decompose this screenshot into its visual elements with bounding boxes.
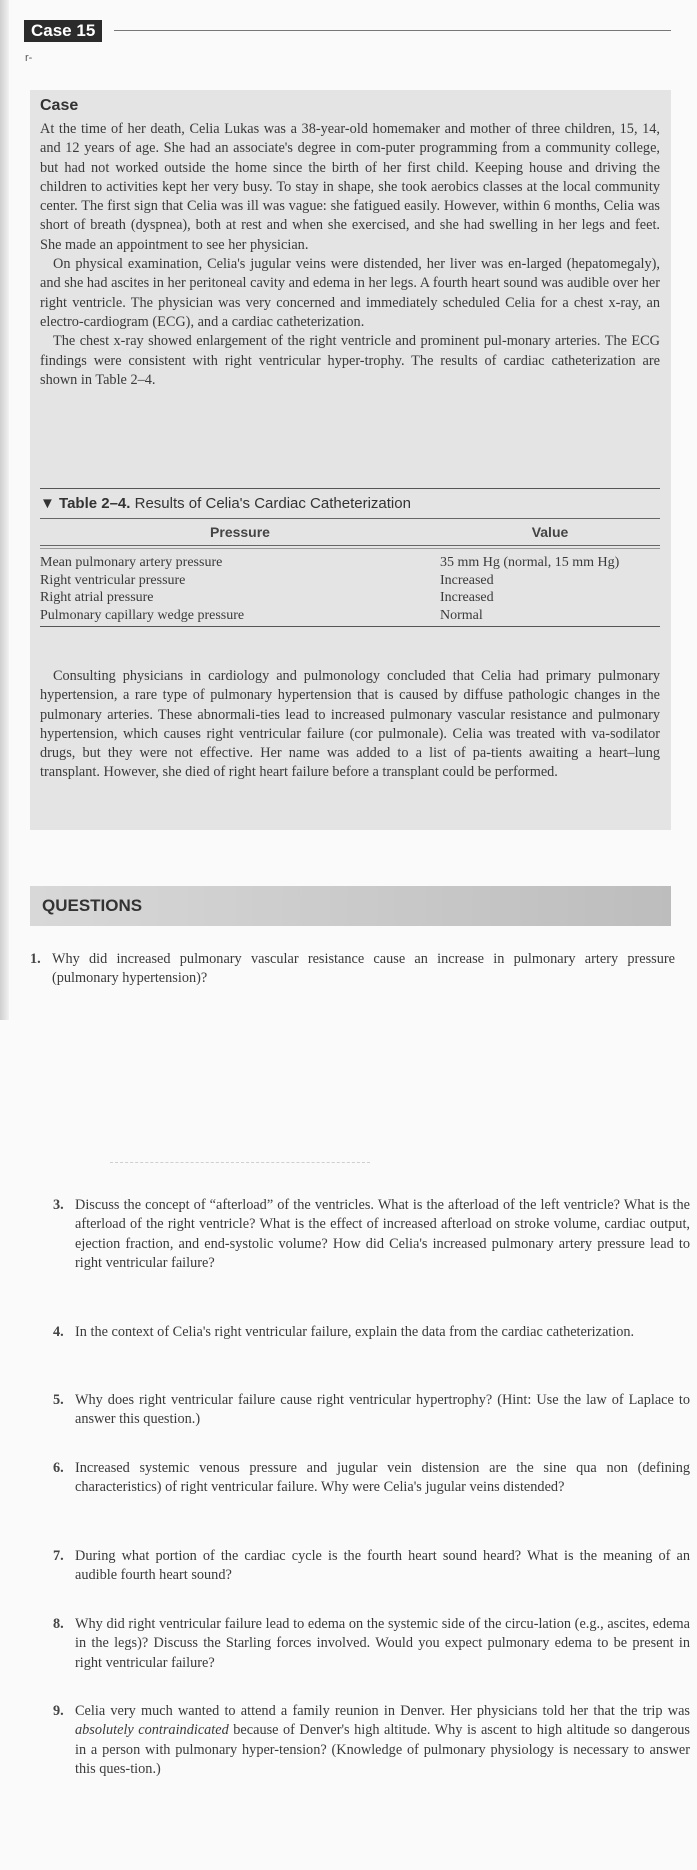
question-number: 7. xyxy=(53,1548,64,1564)
question-text: Why did right ventricular failure lead to edema on the systemic side of the circu-lation (e.g., ascites, edema in the legs)? Discuss the Starling forces involved. Would you expect pulmonary edema to be present in right ventricular failure? xyxy=(75,1616,690,1671)
question-number: 6. xyxy=(53,1460,64,1476)
questions-section-header xyxy=(30,886,671,926)
questions-heading: QUESTIONS xyxy=(42,896,143,915)
table-caption: Results of Celia's Cardiac Catheterization xyxy=(130,495,411,512)
table-cell-pressure: Right ventricular pressure xyxy=(40,572,186,588)
case-paragraph-4: Consulting physicians in cardiology and pulmonology concluded that Celia had primary pulmonary hypertension, a rare type of pulmonary hypertension that is caused by diffuse pathologic changes in the pulmonary arteries. These abnormali-ties lead to increased pulmonary vascular resistance and pulmonary hypertension, which causes right ventricular failure (cor pulmonale). Celia was treated with va-sodilator drugs, but they were not effective. Her name was added to a list of pa-tients awaiting a heart–lung transplant. However, she died of right heart failure before a transplant could be performed. xyxy=(40,668,660,781)
question-list xyxy=(53,1196,690,1779)
header-rule xyxy=(114,30,671,31)
case-paragraph-1: At the time of her death, Celia Lukas was a 38-year-old homemaker and mother of three children, 15, 14, and 12 years of age. She had an associate's degree in com-puter programming from a community college, but had not worked outside the home since the birth of her first child. Keeping house and driving the children to activities kept her very busy. To stay in shape, she took aerobics classes at the local community center. The first sign that Celia was ill was vague: she fatigued easily. However, within 6 months, Celia was short of breath (dyspnea), both at rest and when she exercised, and she had swelling in her legs and feet. She made an appointment to see her physician. xyxy=(40,121,660,253)
question-text: Discuss the concept of “afterload” of the ventricles. What is the afterload of the left ventricle? What is the afterload of the right ventricle? What is the effect of increased afterload on stroke volume, cardiac output, ejection fraction, and end-systolic volume? How did Celia's increased pulmonary artery pressure lead to right ventricular failure? xyxy=(75,1197,690,1271)
question-number: 4. xyxy=(53,1324,64,1340)
question-text: Increased systemic venous pressure and jugular vein distension are the sine qua non (defining characteristics) of right ventricular failure. Why were Celia's jugular veins distended? xyxy=(75,1460,690,1496)
table-cell-pressure: Pulmonary capillary wedge pressure xyxy=(40,607,245,623)
question-text xyxy=(75,1702,690,1779)
question-item xyxy=(53,1702,690,1779)
question-number: 8. xyxy=(53,1616,64,1632)
question-text-part: Celia very much wanted to attend a family reunion in Denver. Her physicians told her that the trip was xyxy=(75,1703,690,1719)
table-row xyxy=(40,572,660,590)
table-title xyxy=(40,495,660,513)
case-number-badge: Case 15 xyxy=(24,20,102,42)
question-number: 1. xyxy=(30,951,41,967)
question-text: During what portion of the cardiac cycle is the fourth heart sound heard? What is the meaning of an audible fourth heart sound? xyxy=(75,1548,690,1584)
case-paragraph-3: The chest x-ray showed enlargement of the right ventricle and prominent pul-monary arteries. The ECG findings were consistent with right ventricular hyper-trophy. The results of cardiac catheterization are shown in Table 2–4. xyxy=(40,333,660,388)
page-edge-shadow xyxy=(0,0,9,1020)
question-text: In the context of Celia's right ventricular failure, explain the data from the cardiac catheterization. xyxy=(75,1324,635,1340)
question-item xyxy=(53,1323,690,1391)
question-number: 9. xyxy=(53,1703,64,1719)
question-item xyxy=(30,950,675,989)
question-text: Why does right ventricular failure cause right ventricular hypertrophy? (Hint: Use the law of Laplace to answer this question.) xyxy=(75,1392,690,1428)
scan-artifact-mark: r- xyxy=(25,52,33,64)
question-item xyxy=(53,1547,690,1615)
catheterization-table xyxy=(40,488,660,627)
question-item xyxy=(53,1615,690,1702)
case-heading: Case xyxy=(40,97,79,114)
column-header-pressure: Pressure xyxy=(210,524,270,540)
question-number: 5. xyxy=(53,1392,64,1408)
table-header-row xyxy=(40,518,660,546)
case-header xyxy=(24,20,671,42)
table-row xyxy=(40,607,660,625)
case-paragraph-2: On physical examination, Celia's jugular veins were distended, her liver was en-larged (hepatomegaly), and she had ascites in her peritoneal cavity and edema in her legs. A fourth heart sound was audible over her right ventricle. The physician was very concerned and immediately scheduled Celia for a chest x-ray, an electro-cardiogram (ECG), and a cardiac catheterization. xyxy=(40,256,660,330)
table-row xyxy=(40,589,660,607)
table-top-rule xyxy=(40,488,660,489)
question-1 xyxy=(30,950,675,989)
question-item xyxy=(53,1196,690,1323)
table-bottom-rule xyxy=(40,626,660,627)
case-conclusion xyxy=(40,667,660,783)
table-cell-value: 35 mm Hg (normal, 15 mm Hg) xyxy=(440,555,620,570)
question-text-emphasis: absolutely contraindicated xyxy=(75,1722,229,1739)
table-cell-pressure: Right atrial pressure xyxy=(40,590,154,605)
table-row xyxy=(40,554,660,572)
table-cell-value: Increased xyxy=(440,572,494,588)
question-text-part: because of Denver's high altitude. Why is ascent to high altitude so dangerous in a person with pulmonary hyper-tension? (Knowledge of pulmonary physiology is necessary to answer this ques-tion.) xyxy=(75,1722,690,1777)
question-text: Why did increased pulmonary vascular resistance cause an increase in pulmonary artery pressure (pulmonary hypertension)? xyxy=(52,951,675,987)
table-cell-pressure: Mean pulmonary artery pressure xyxy=(40,555,223,570)
page-break-artifact xyxy=(110,1162,370,1163)
table-cell-value: Increased xyxy=(440,590,494,605)
table-body xyxy=(40,548,660,626)
question-item xyxy=(53,1391,690,1459)
question-item xyxy=(53,1459,690,1547)
question-number: 3. xyxy=(53,1197,64,1213)
case-body xyxy=(40,120,660,390)
table-cell-value: Normal xyxy=(440,607,483,623)
table-number: ▼ Table 2–4. xyxy=(40,495,131,512)
case-panel xyxy=(30,90,671,830)
column-header-value: Value xyxy=(531,524,569,540)
